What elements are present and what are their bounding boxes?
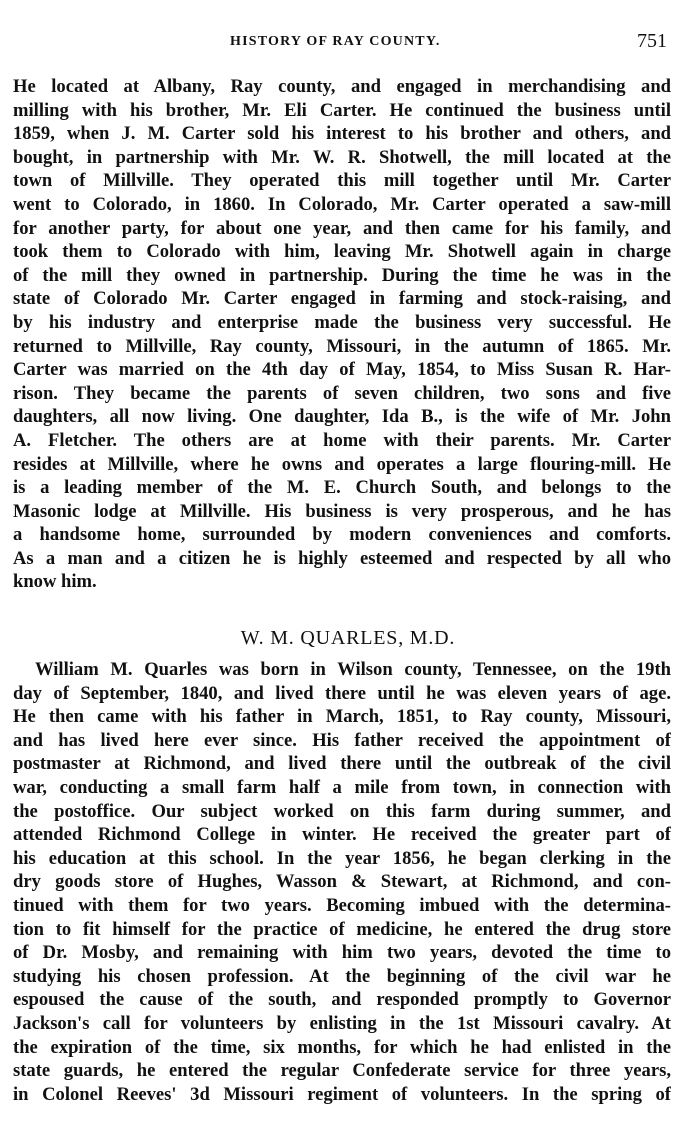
text-line: Carter was married on the 4th day of May, 1854, to Miss Susan R. Har- bbox=[13, 359, 671, 381]
text-line: William M. Quarles was born in Wilson county, Tennessee, on the 19th bbox=[35, 659, 671, 680]
text-line: the postoffice. Our subject worked on this farm during summer, and bbox=[13, 800, 671, 822]
paragraph-quarles-biography bbox=[13, 658, 671, 1106]
text-line: returned to Millville, Ray county, Missouri, in the autumn of 1865. Mr. bbox=[13, 335, 671, 357]
text-line: state guards, he entered the regular Confederate service for three years, bbox=[13, 1060, 671, 1082]
text-line: by his industry and enterprise made the business very successful. He bbox=[13, 311, 671, 333]
text-line: day of September, 1840, and lived there until he was eleven years of age. bbox=[13, 682, 671, 704]
text-line: postmaster at Richmond, and lived there until the outbreak of the civil bbox=[13, 753, 671, 775]
text-line: of Dr. Mosby, and remaining with him two years, devoted the time to bbox=[13, 942, 671, 964]
text-line: tinued with them for two years. Becoming imbued with the determina- bbox=[13, 894, 671, 916]
text-line: attended Richmond College in winter. He received the greater part of bbox=[13, 824, 671, 846]
text-line: his education at this school. In the year 1856, he began clerking in the bbox=[13, 847, 671, 869]
page-number: 751 bbox=[637, 30, 667, 52]
section-heading-quarles: W. M. QUARLES, M.D. bbox=[240, 627, 456, 649]
text-line: espoused the cause of the south, and responded promptly to Governor bbox=[13, 989, 671, 1011]
text-line: He located at Albany, Ray county, and engaged in merchandising and bbox=[13, 76, 671, 97]
text-line: took them to Colorado with him, leaving Mr. Shotwell again in charge bbox=[13, 241, 671, 263]
running-header bbox=[0, 30, 696, 58]
text-line: bought, in partnership with Mr. W. R. Shotwell, the mill located at the bbox=[13, 146, 671, 168]
text-line: milling with his brother, Mr. Eli Carter. He continued the business until bbox=[13, 99, 671, 121]
text-line: state of Colorado Mr. Carter engaged in farming and stock-raising, and bbox=[13, 288, 671, 310]
text-line: He then came with his father in March, 1851, to Ray county, Missouri, bbox=[13, 706, 671, 728]
text-line: daughters, all now living. One daughter, Ida B., is the wife of Mr. John bbox=[13, 406, 671, 428]
paragraph-carter-continued bbox=[13, 75, 671, 594]
text-line: Jackson's call for volunteers by enlisting in the 1st Missouri cavalry. At bbox=[13, 1012, 671, 1034]
text-line: As a man and a citizen he is highly esteemed and respected by all who bbox=[13, 547, 671, 569]
text-line: in Colonel Reeves' 3d Missouri regiment of volunteers. In the spring of bbox=[13, 1083, 671, 1105]
text-line: for another party, for about one year, and then came for his family, and bbox=[13, 217, 671, 239]
text-line: town of Millville. They operated this mill together until Mr. Carter bbox=[13, 170, 671, 192]
text-line: and has lived here ever since. His father received the appointment of bbox=[13, 729, 671, 751]
text-line: a handsome home, surrounded by modern conveniences and comforts. bbox=[13, 524, 671, 546]
text-line: tion to fit himself for the practice of medicine, he entered the drug store bbox=[13, 918, 671, 940]
text-line: studying his chosen profession. At the beginning of the civil war he bbox=[13, 965, 671, 987]
text-line: know him. bbox=[13, 571, 97, 593]
text-line: the expiration of the time, six months, for which he had enlisted in the bbox=[13, 1036, 671, 1058]
text-line: went to Colorado, in 1860. In Colorado, Mr. Carter operated a saw-mill bbox=[13, 193, 671, 215]
text-line: dry goods store of Hughes, Wasson & Stewart, at Richmond, and con- bbox=[13, 871, 671, 893]
running-title: HISTORY OF RAY COUNTY. bbox=[230, 34, 441, 49]
text-line: 1859, when J. M. Carter sold his interest to his brother and others, and bbox=[13, 123, 671, 145]
text-line: of the mill they owned in partnership. During the time he was in the bbox=[13, 264, 671, 286]
text-line: A. Fletcher. The others are at home with their parents. Mr. Carter bbox=[13, 429, 671, 451]
text-line: war, conducting a small farm half a mile from town, in connection with bbox=[13, 776, 671, 798]
text-line: is a leading member of the M. E. Church South, and belongs to the bbox=[13, 477, 671, 499]
text-line: rison. They became the parents of seven children, two sons and five bbox=[13, 382, 671, 404]
text-line: Masonic lodge at Millville. His business is very prosperous, and he has bbox=[13, 500, 671, 522]
text-line: resides at Millville, where he owns and operates a large flouring-mill. He bbox=[13, 453, 671, 475]
